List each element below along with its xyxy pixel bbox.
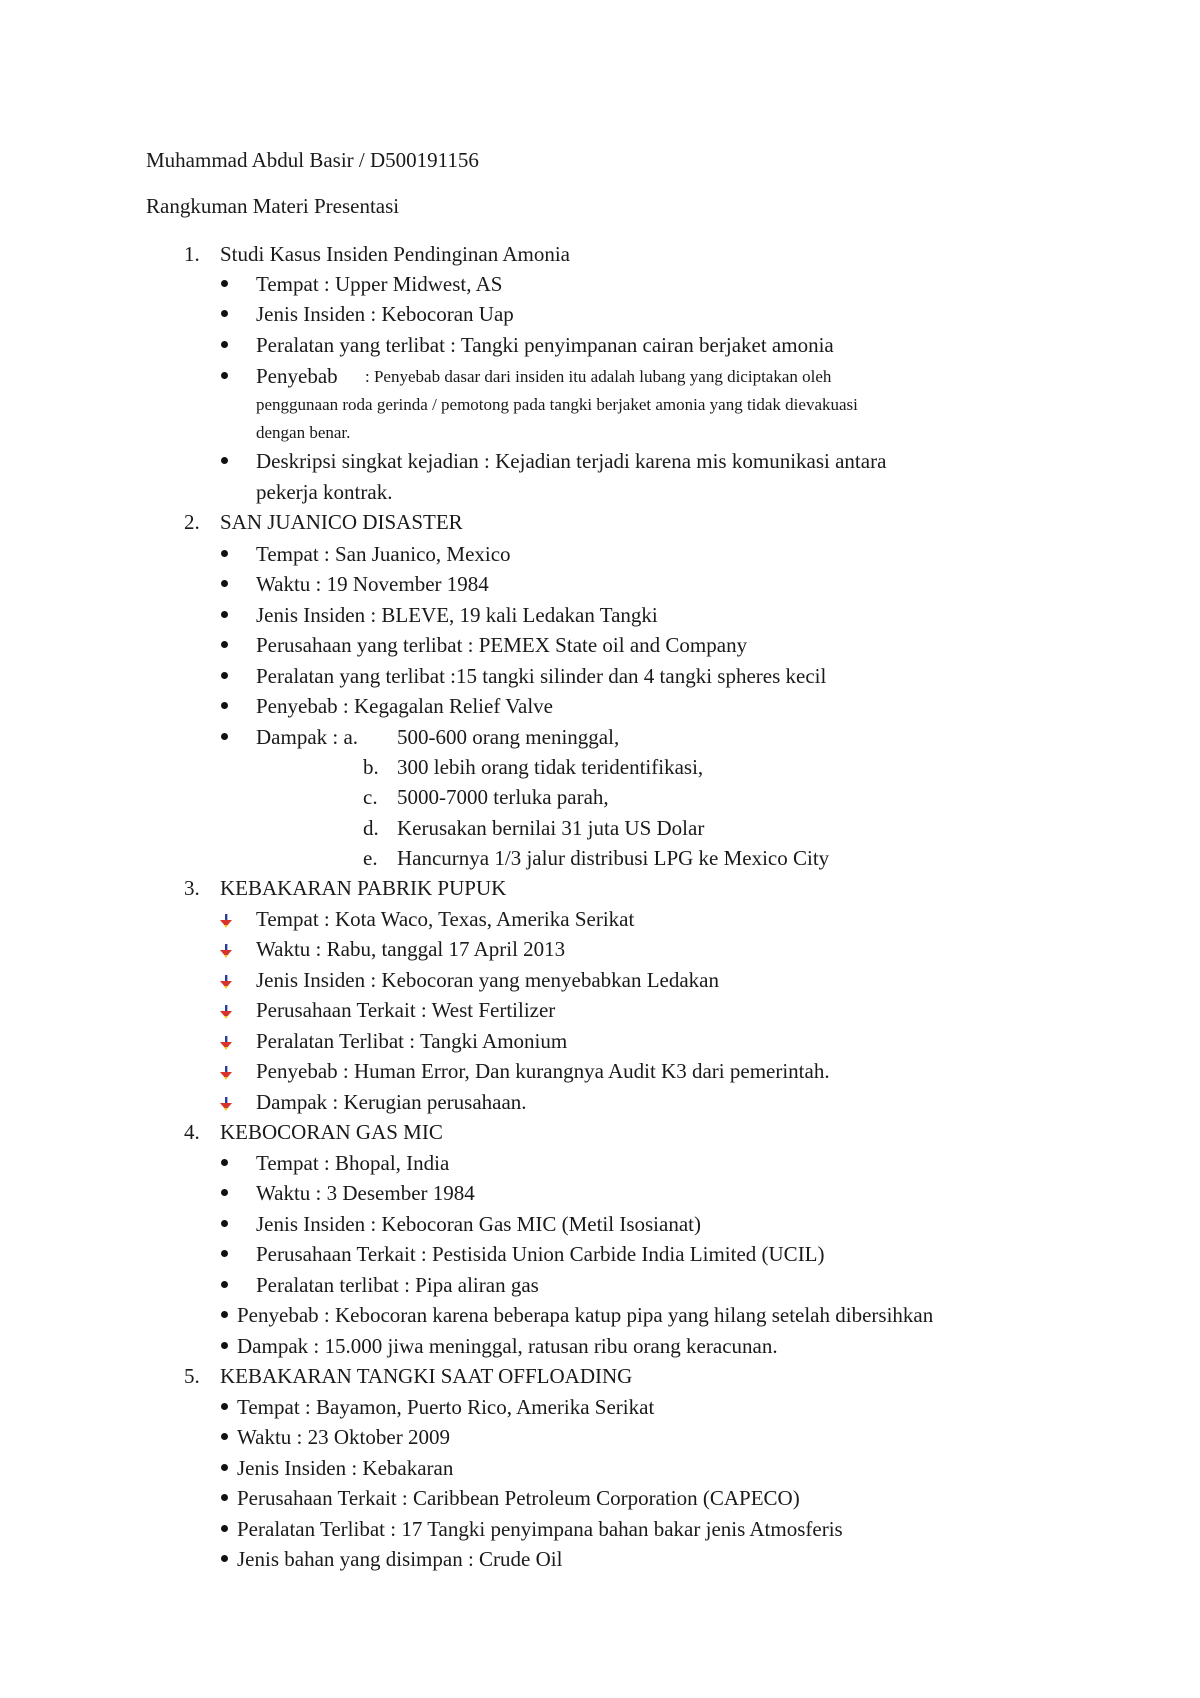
list-item: Jenis Insiden : Kebakaran (237, 1456, 454, 1480)
section-number: 2. (184, 510, 200, 534)
arrow-bullet-icon (218, 974, 234, 990)
impact-text: 500-600 orang meninggal, (397, 725, 620, 749)
list-item: Tempat : Bhopal, India (256, 1151, 450, 1175)
cause-detail-line: dengan benar. (256, 423, 351, 442)
section-title: Studi Kasus Insiden Pendinginan Amonia (220, 242, 570, 266)
list-item: Perusahaan Terkait : Caribbean Petroleum Corporation (CAPECO) (237, 1486, 800, 1510)
list-item-label: Penyebab (256, 364, 338, 388)
arrow-bullet-icon (218, 913, 234, 929)
section-number: 1. (184, 242, 200, 266)
bullet-icon (221, 1220, 228, 1227)
bullet-icon (221, 1555, 228, 1562)
impact-letter: d. (363, 816, 379, 840)
list-item: Jenis Insiden : Kebocoran Gas MIC (Metil Isosianat) (256, 1212, 701, 1236)
section-title: KEBAKARAN PABRIK PUPUK (220, 876, 507, 900)
bullet-icon (221, 733, 228, 740)
list-item: Waktu : 19 November 1984 (256, 572, 489, 596)
list-item: Jenis Insiden : Kebocoran yang menyebabkan Ledakan (256, 968, 720, 992)
list-item: Peralatan yang terlibat :15 tangki silinder dan 4 tangki spheres kecil (256, 664, 827, 688)
bullet-icon (221, 341, 228, 348)
bullet-icon (221, 280, 228, 287)
bullet-icon (221, 672, 228, 679)
section-title: KEBAKARAN TANGKI SAAT OFFLOADING (220, 1364, 633, 1388)
list-item: Waktu : 23 Oktober 2009 (237, 1425, 450, 1449)
arrow-bullet-icon (218, 943, 234, 959)
impact-letter: e. (363, 846, 378, 870)
list-item: Peralatan Terlibat : 17 Tangki penyimpana bahan bakar jenis Atmosferis (237, 1517, 843, 1541)
list-item: Penyebab : Kebocoran karena beberapa katup pipa yang hilang setelah dibersihkan (237, 1303, 934, 1327)
impact-letter: b. (363, 755, 379, 779)
bullet-icon (221, 580, 228, 587)
list-item: Tempat : Bayamon, Puerto Rico, Amerika Serikat (237, 1395, 655, 1419)
section-title: SAN JUANICO DISASTER (220, 510, 463, 534)
bullet-icon (221, 310, 228, 317)
list-item: Dampak : 15.000 jiwa meninggal, ratusan ribu orang keracunan. (237, 1334, 778, 1358)
bullet-icon (221, 550, 228, 557)
list-item: Perusahaan Terkait : Pestisida Union Carbide India Limited (UCIL) (256, 1242, 825, 1266)
bullet-icon (221, 1311, 228, 1318)
list-item: Jenis Insiden : Kebocoran Uap (256, 302, 514, 326)
author-line: Muhammad Abdul Basir / D500191156 (146, 148, 479, 172)
list-item: Peralatan Terlibat : Tangki Amonium (256, 1029, 568, 1053)
list-item: Perusahaan Terkait : West Fertilizer (256, 998, 556, 1022)
cause-detail-line: penggunaan roda gerinda / pemotong pada tangki berjaket amonia yang tidak dievakuasi (256, 395, 858, 414)
list-item-label: Dampak : a. (256, 725, 359, 749)
bullet-icon (221, 641, 228, 648)
bullet-icon (221, 611, 228, 618)
list-item: Jenis Insiden : BLEVE, 19 kali Ledakan Tangki (256, 603, 658, 627)
impact-text: 5000-7000 terluka parah, (397, 785, 609, 809)
bullet-icon (221, 1494, 228, 1501)
bullet-icon (221, 1189, 228, 1196)
arrow-bullet-icon (218, 1035, 234, 1051)
bullet-icon (221, 1525, 228, 1532)
section-number: 3. (184, 876, 200, 900)
bullet-icon (221, 1281, 228, 1288)
list-item: Tempat : San Juanico, Mexico (256, 542, 511, 566)
section-number: 5. (184, 1364, 200, 1388)
bullet-icon (221, 1342, 228, 1349)
impact-letter: c. (363, 785, 378, 809)
arrow-bullet-icon (218, 1096, 234, 1112)
list-item: Deskripsi singkat kejadian : Kejadian terjadi karena mis komunikasi antara (256, 449, 887, 473)
bullet-icon (221, 1250, 228, 1257)
bullet-icon (221, 702, 228, 709)
list-item: Jenis bahan yang disimpan : Crude Oil (237, 1547, 563, 1571)
list-item: Dampak : Kerugian perusahaan. (256, 1090, 527, 1114)
list-item: Tempat : Upper Midwest, AS (256, 272, 503, 296)
list-item: Waktu : Rabu, tanggal 17 April 2013 (256, 937, 566, 961)
list-item-continuation: pekerja kontrak. (256, 480, 393, 504)
section-number: 4. (184, 1120, 200, 1144)
arrow-bullet-icon (218, 1004, 234, 1020)
bullet-icon (221, 457, 228, 464)
arrow-bullet-icon (218, 1065, 234, 1081)
bullet-icon (221, 1433, 228, 1440)
bullet-icon (221, 1464, 228, 1471)
document-subtitle: Rangkuman Materi Presentasi (146, 194, 400, 218)
impact-text: Kerusakan bernilai 31 juta US Dolar (397, 816, 705, 840)
list-item: Penyebab : Kegagalan Relief Valve (256, 694, 554, 718)
list-item: Tempat : Kota Waco, Texas, Amerika Serikat (256, 907, 635, 931)
list-item: Waktu : 3 Desember 1984 (256, 1181, 475, 1205)
list-item: Peralatan yang terlibat : Tangki penyimpanan cairan berjaket amonia (256, 333, 834, 357)
section-title: KEBOCORAN GAS MIC (220, 1120, 443, 1144)
bullet-icon (221, 1159, 228, 1166)
bullet-icon (221, 372, 228, 379)
list-item: Penyebab : Human Error, Dan kurangnya Audit K3 dari pemerintah. (256, 1059, 830, 1083)
impact-text: 300 lebih orang tidak teridentifikasi, (397, 755, 704, 779)
list-item: Peralatan terlibat : Pipa aliran gas (256, 1273, 539, 1297)
cause-detail-line: : Penyebab dasar dari insiden itu adalah lubang yang diciptakan oleh (365, 367, 832, 386)
list-item: Perusahaan yang terlibat : PEMEX State oil and Company (256, 633, 748, 657)
bullet-icon (221, 1403, 228, 1410)
impact-text: Hancurnya 1/3 jalur distribusi LPG ke Mexico City (397, 846, 830, 870)
